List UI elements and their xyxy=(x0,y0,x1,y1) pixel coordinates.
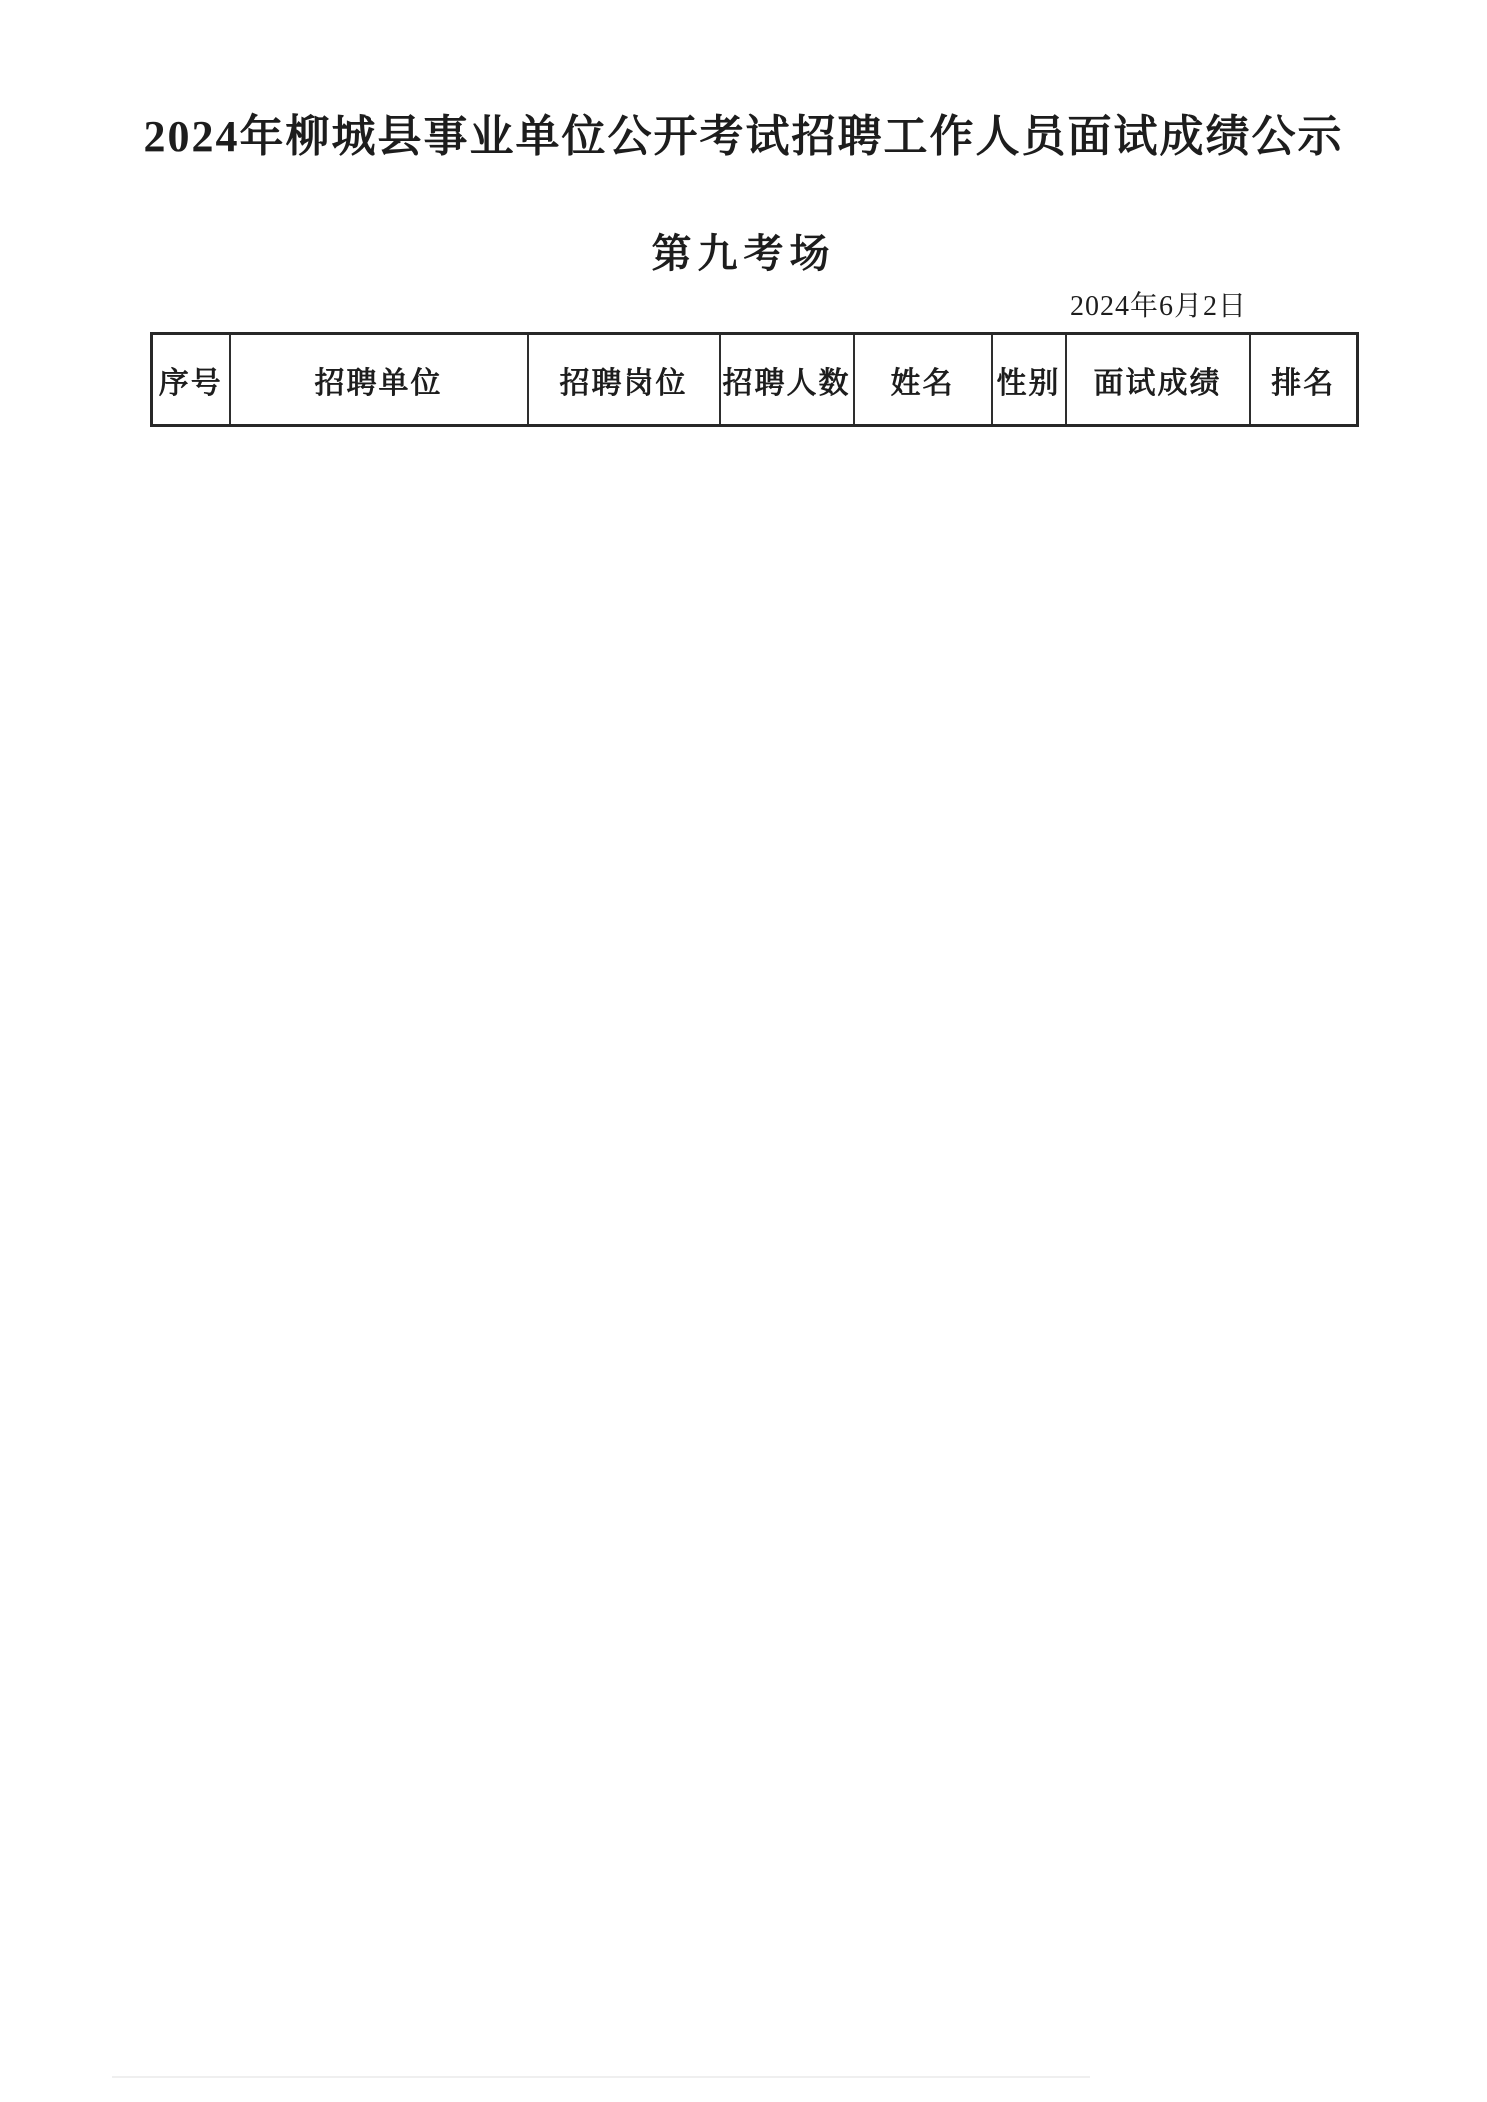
column-header: 姓名 xyxy=(854,334,992,426)
column-header: 性别 xyxy=(992,334,1066,426)
column-header: 招聘岗位 xyxy=(528,334,720,426)
page-title: 2024年柳城县事业单位公开考试招聘工作人员面试成绩公示 xyxy=(143,112,1344,161)
column-header: 面试成绩 xyxy=(1066,334,1250,426)
page-subtitle: 第九考场 xyxy=(651,231,836,276)
table-header-row xyxy=(152,334,1358,426)
scan-artifact-line xyxy=(112,2076,1090,2078)
results-table xyxy=(150,332,1359,427)
column-header: 序号 xyxy=(152,334,230,426)
column-header: 招聘单位 xyxy=(230,334,528,426)
column-header: 招聘人数 xyxy=(720,334,854,426)
date-label: 2024年6月2日 xyxy=(1069,291,1247,322)
table-header xyxy=(152,334,1358,426)
column-header: 排名 xyxy=(1250,334,1358,426)
